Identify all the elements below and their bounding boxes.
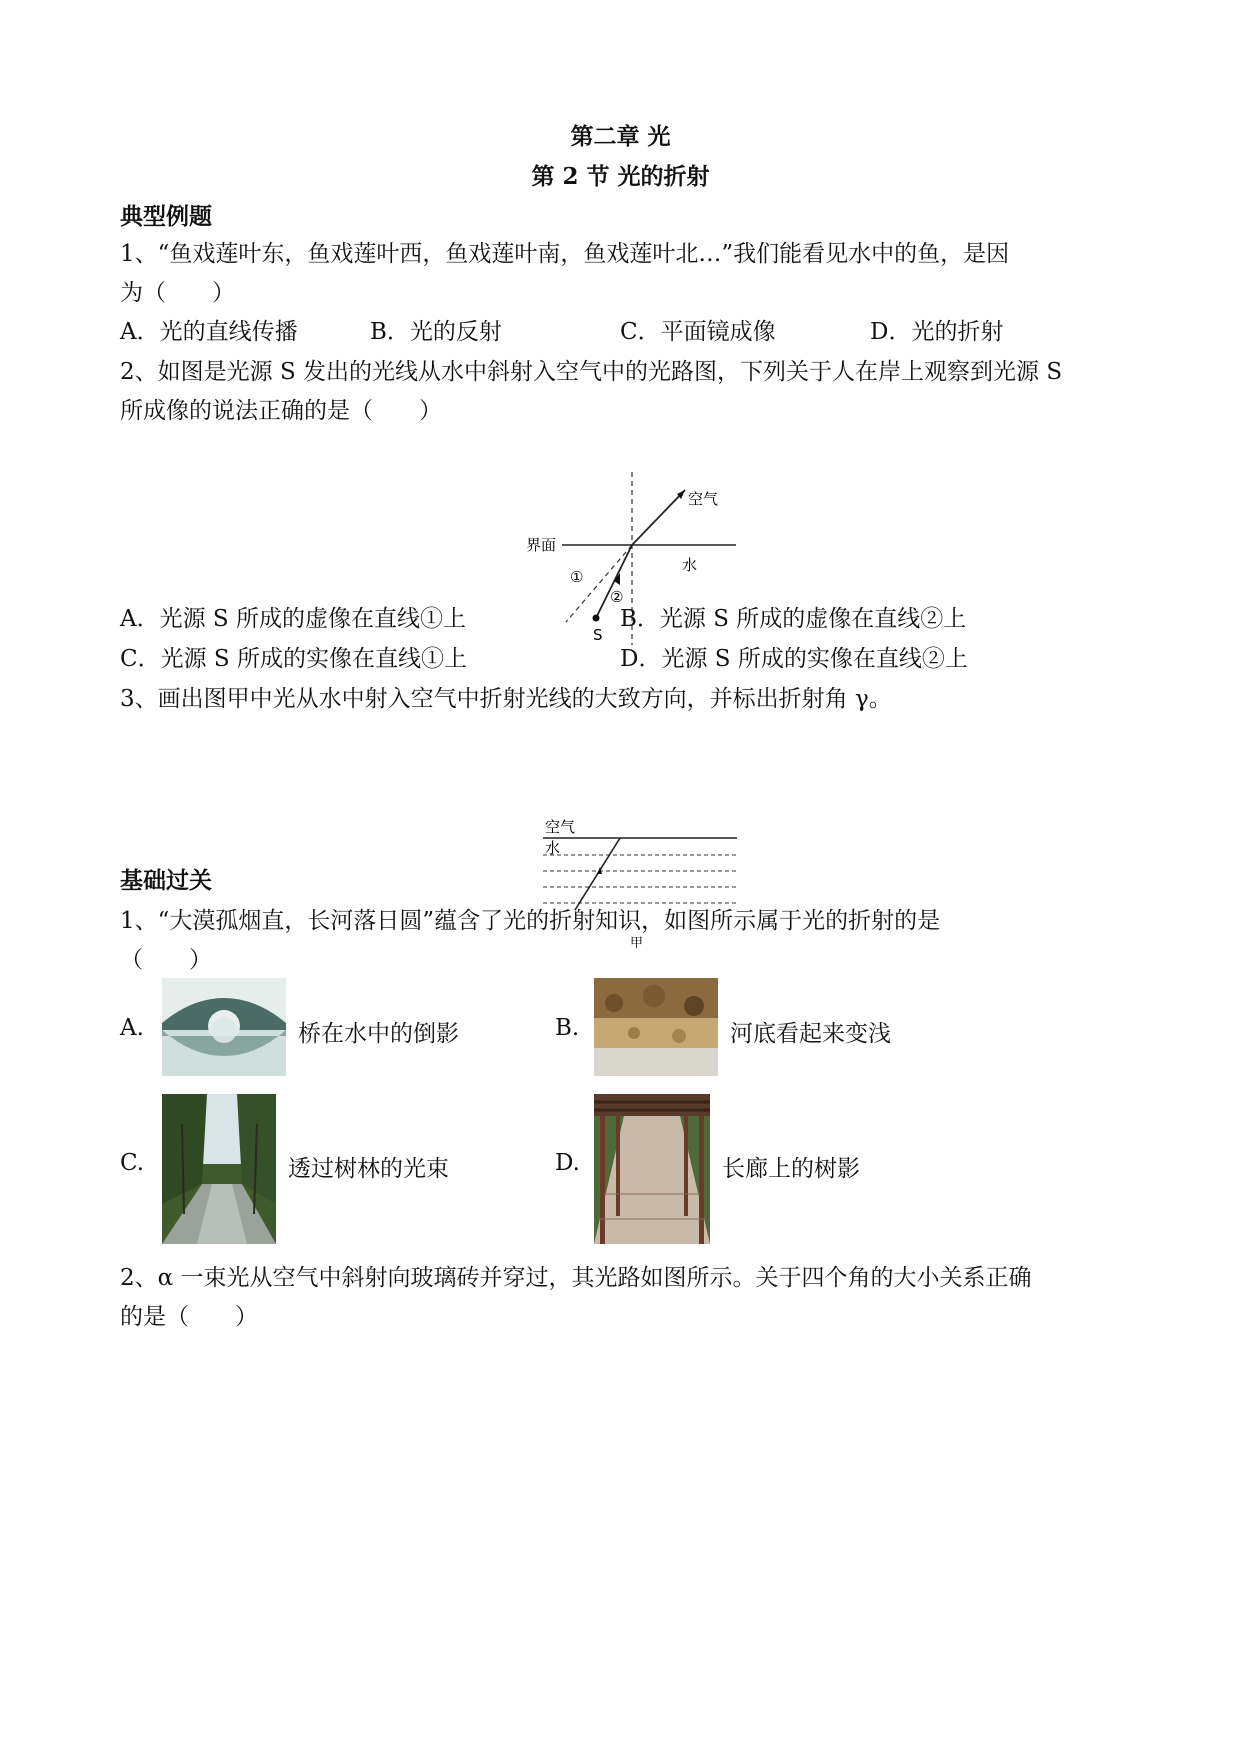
example-q1-option-c: C．平面镜成像 <box>620 319 776 345</box>
example-q2-text-line1: 2、如图是光源 S 发出的光线从水中斜射入空气中的光路图，下列关于人在岸上观察到光源 S <box>120 359 1063 385</box>
basics-q1-text-line1: 1、“大漠孤烟直，长河落日圆”蕴含了光的折射知识，如图所示属于光的折射的是 <box>120 908 941 934</box>
basics-q2-text-line1: 2、α 一束光从空气中斜射向玻璃砖并穿过，其光路如图所示。关于四个角的大小关系正确 <box>120 1265 1032 1291</box>
label-ray-1: ① <box>570 568 584 586</box>
source-point <box>593 615 600 622</box>
basics-q1-option-a-text: 桥在水中的倒影 <box>298 1021 459 1047</box>
example-q2-option-c: C．光源 S 所成的实像在直线①上 <box>120 646 467 672</box>
example-q2-option-d: D．光源 S 所成的实像在直线②上 <box>620 646 968 672</box>
example-q1-option-d: D．光的折射 <box>870 319 1004 345</box>
refracted-ray <box>632 490 685 545</box>
basics-q1-option-a-letter: A. <box>120 1015 144 1041</box>
basics-q1-option-c-letter: C. <box>120 1150 145 1176</box>
forest-light-photo <box>162 1094 276 1244</box>
example-q1-option-b: B．光的反射 <box>370 319 502 345</box>
label-interface: 界面 <box>526 536 557 554</box>
basics-q1-option-d-letter: D. <box>555 1150 580 1176</box>
basics-heading: 基础过关 <box>120 867 212 894</box>
basics-q1-option-d-text: 长廊上的树影 <box>722 1156 860 1182</box>
figure-caption: 甲 <box>630 936 644 950</box>
shallow-riverbed-photo <box>594 978 718 1076</box>
example-q2-option-b: B．光源 S 所成的虚像在直线②上 <box>620 606 967 632</box>
example-q3-text: 3、画出图甲中光从水中射入空气中折射光线的大致方向，并标出折射角 γ。 <box>120 686 892 712</box>
example-q2-option-a: A．光源 S 所成的虚像在直线①上 <box>120 606 466 632</box>
example-q1-text-line2: 为（ ） <box>120 280 235 306</box>
label-air: 空气 <box>545 818 576 836</box>
basics-q2-text-line2: 的是（ ） <box>120 1304 258 1330</box>
basics-q1-option-b-text: 河底看起来变浅 <box>730 1021 891 1047</box>
basics-q1-option-c-text: 透过树林的光束 <box>288 1156 449 1182</box>
chapter-title: 第二章 光 <box>570 123 671 150</box>
section-title: 第 2 节 光的折射 <box>531 163 710 190</box>
example-q1-text-line1: 1、“鱼戏莲叶东，鱼戏莲叶西，鱼戏莲叶南，鱼戏莲叶北…”我们能看见水中的鱼，是因 <box>120 241 1010 267</box>
label-water: 水 <box>545 839 561 857</box>
basics-q1-text-line2: （ ） <box>120 947 212 973</box>
bridge-reflection-photo <box>162 978 286 1076</box>
label-ray-2: ② <box>610 588 624 606</box>
label-air: 空气 <box>688 490 719 508</box>
example-q1-option-a: A．光的直线传播 <box>120 319 298 345</box>
example-q2-text-line2: 所成像的说法正确的是（ ） <box>120 398 442 424</box>
label-water: 水 <box>682 556 698 574</box>
basics-q1-option-b-letter: B. <box>555 1015 580 1041</box>
corridor-shadow-photo <box>594 1094 710 1244</box>
examples-heading: 典型例题 <box>120 203 212 230</box>
label-source: S <box>593 626 603 644</box>
